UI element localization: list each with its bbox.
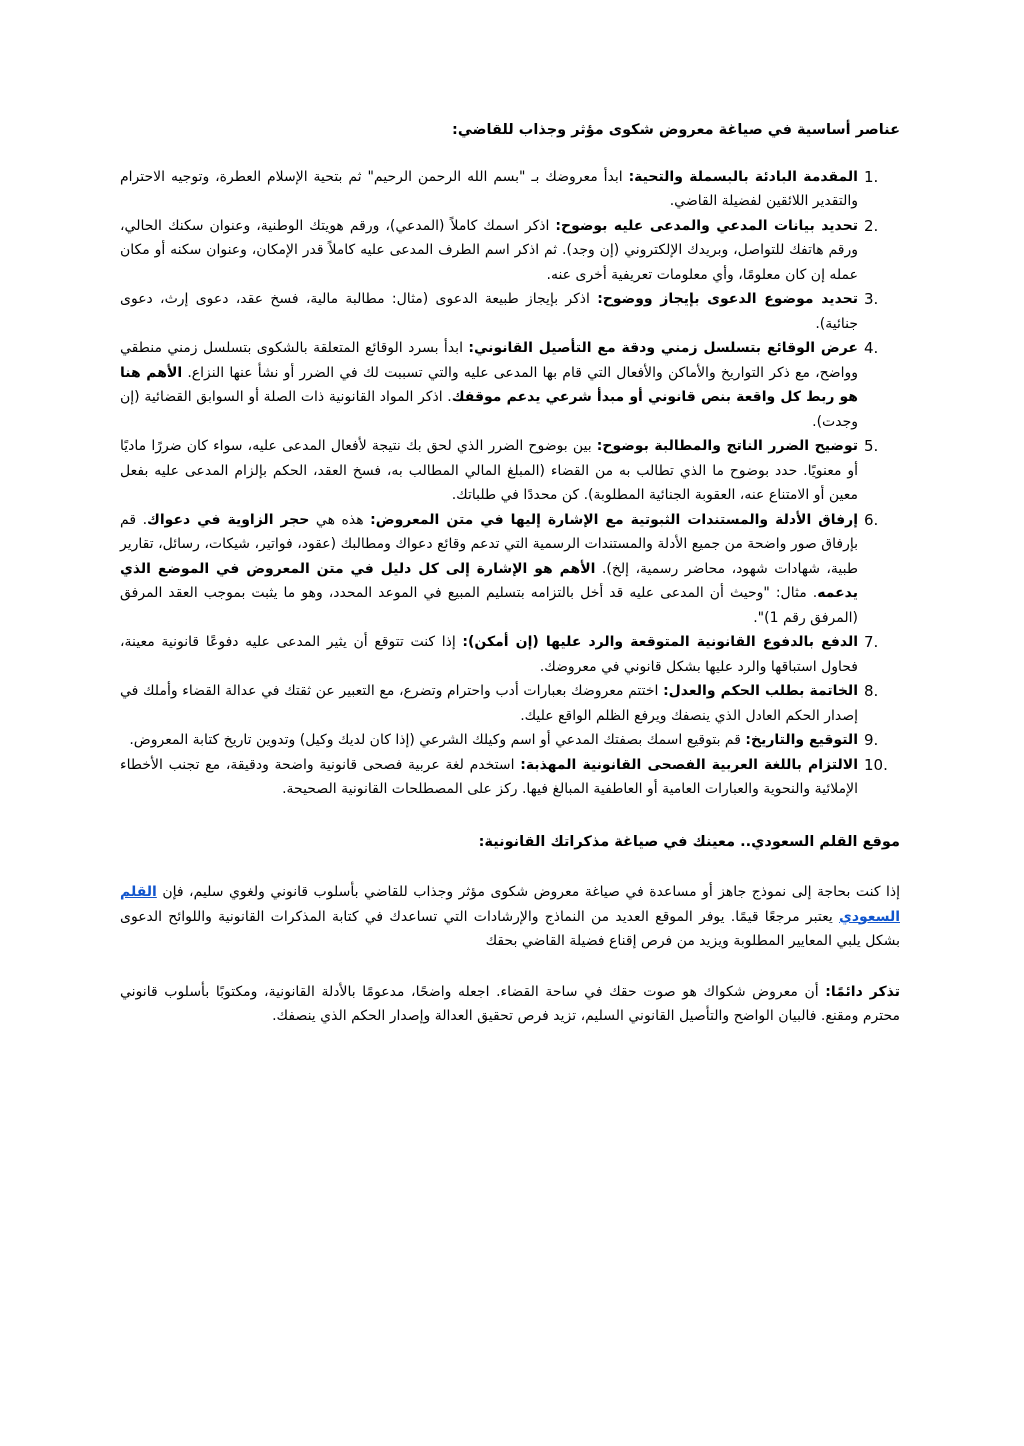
list-item (120, 508, 900, 631)
item-title: الالتزام باللغة العربية الفصحى القانونية المهذبة: (520, 756, 858, 773)
list-item (120, 728, 900, 753)
item-text: ابدأ بسرد الوقائع المتعلقة بالشكوى بتسلسل زمني منطقي وواضح، مع ذكر التواريخ والأماكن والأفعال التي قام بها المدعى عليه والتي تسببت لك في الضرر أو نشأ عنها النزاع. (120, 340, 858, 381)
item-text: ابدأ معروضك بـ "بسم الله الرحمن الرحيم" ثم بتحية الإسلام العطرة، وتوجيه الاحترام والتقدير اللائقين لفضيلة القاضي. (120, 168, 858, 209)
item-title: توضيح الضرر الناتج والمطالبة بوضوح: (596, 438, 858, 454)
item-title: عرض الوقائع بتسلسل زمني ودقة مع التأصيل القانوني: (468, 340, 858, 356)
item-title: التوقيع والتاريخ: (745, 732, 858, 748)
document-page (120, 118, 900, 1055)
list-item (120, 434, 900, 508)
list-item (120, 753, 900, 802)
list-item (120, 165, 900, 214)
section-heading-saudi-pen: موقع القلم السعودي.. معينك في صياغة مذكراتك القانونية: (478, 833, 900, 850)
item-text-final: . مثال: "وحيث أن المدعى عليه قد أخل بالتزامه بتسليم المبيع في الموعد المحدد، وهو ما يثبت بموجب العقد المرفق (المرفق رقم 1)". (120, 585, 858, 626)
item-text-continued: . قم بإرفاق صور واضحة من جميع الأدلة والمستندات الرسمية التي تدعم وقائع دعواك ومطالبك (عقود، فواتير، شيكات، رسائل، تقارير طبية، شهادات شهود، محاضر رسمية، إلخ). (120, 511, 859, 577)
item-number: 9. (864, 731, 879, 749)
saudi-pen-paragraph (120, 880, 900, 954)
item-number: 3. (864, 290, 879, 308)
item-number: 7. (864, 633, 879, 651)
item-number: 2. (864, 216, 879, 235)
reminder-text: أن معروض شكواك هو صوت حقك في ساحة القضاء. اجعله واضحًا، مدعومًا بالأدلة القانونية، ومكتوبًا بأسلوب قانوني محترم ومقنع. فالبيان الواضح والتأصيل القانوني السليم، تزيد فرص تحقيق العدالة وإصدار الحكم الذي ينصفك. (120, 983, 900, 1024)
item-text: اذكر بإيجاز طبيعة الدعوى (مثال: مطالبة مالية، فسخ عقد، دعوى إرث، دعوى جنائية). (120, 291, 858, 332)
saudi-pen-link[interactable]: القلم السعودي (120, 884, 900, 925)
item-number: 5. (864, 437, 879, 455)
item-title: تحديد موضوع الدعوى بإيجاز ووضوح: (597, 291, 859, 307)
item-text: قم بتوقيع اسمك بصفتك المدعي أو اسم وكيلك الشرعي (إذا كان لديك وكيل) وتدوين تاريخ كتابة المعروض. (129, 732, 746, 748)
item-title: إرفاق الأدلة والمستندات الثبوتية مع الإشارة إليها في متن المعروض: (370, 511, 859, 528)
item-number: 10. (864, 755, 888, 774)
main-heading: عناصر أساسية في صياغة معروض شكوى مؤثر وجذاب للقاضي: (452, 122, 900, 138)
paragraph-text-continued: يعتبر مرجعًا قيمًا. يوفر الموقع العديد من النماذج والإرشادات التي تساعدك في كتابة المذكرات القانونية واللوائح الدعوى بشكل يلبي المعايير المطلوبة ويزيد من فرص إقناع فضيلة القاضي بحقك (120, 908, 900, 949)
item-number: 8. (864, 682, 879, 700)
item-text: اذكر اسمك كاملاً (المدعي)، ورقم هويتك الوطنية، وعنوان سكنك الحالي، ورقم هاتفك للتواصل، وبريدك الإلكتروني (إن وجد). ثم اذكر اسم الطرف المدعى عليه كاملاً قدر الإمكان، وعنوان سكنه أو مكان عمله إن كان معلومًا، وأي معلومات تعريفية أخرى عنه. (120, 217, 858, 283)
reminder-label: تذكر دائمًا: (825, 983, 900, 1000)
item-text: بين بوضوح الضرر الذي لحق بك نتيجة لأفعال المدعى عليه، سواء كان ضررًا ماديًا أو معنويًا. حدد بوضوح ما الذي تطالب به من القضاء (المبلغ المالي المطالب به، فسخ العقد، الحكم بإلزام المدعى عليه بفعل معين أو الامتناع عنه، العقوبة الجنائية المطلوبة). كن محددًا في طلباتك. (120, 438, 858, 503)
list-item (120, 679, 900, 728)
list-item (120, 630, 900, 679)
item-title: الخاتمة بطلب الحكم والعدل: (663, 683, 858, 699)
item-number: 1. (864, 167, 879, 186)
reminder-paragraph (120, 980, 900, 1029)
item-number: 4. (864, 339, 879, 357)
item-text: اختتم معروضك بعبارات أدب واحترام وتضرع، مع التعبير عن ثقتك في عدالة القضاء وأملك في إصدار الحكم العادل الذي ينصفك ويرفع الظلم الواقع عليك. (120, 683, 858, 724)
list-item (120, 336, 900, 434)
item-emphasis: الأهم هنا هو ربط كل واقعة بنص قانوني أو مبدأ شرعي يدعم موقفك (120, 364, 858, 405)
item-text-continued: . اذكر المواد القانونية ذات الصلة أو السوابق القضائية (إن وجدت). (120, 389, 858, 430)
item-emphasis: حجر الزاوية في دعواك (147, 511, 310, 528)
item-title: المقدمة البادئة بالبسملة والتحية: (628, 168, 858, 185)
list-item (120, 287, 900, 336)
item-title: تحديد بيانات المدعي والمدعى عليه بوضوح: (555, 217, 858, 234)
item-text: إذا كنت تتوقع أن يثير المدعى عليه دفوعًا قانونية معينة، فحاول استباقها والرد عليها بشكل قانوني في معروضك. (120, 634, 858, 675)
list-item (120, 214, 900, 288)
paragraph-text: إذا كنت بحاجة إلى نموذج جاهز أو مساعدة في صياغة معروض شكوى مؤثر وجذاب للقاضي بأسلوب قانوني ولغوي سليم، فإن (156, 884, 900, 900)
item-text: استخدم لغة عربية فصحى قانونية واضحة ودقيقة، مع تجنب الأخطاء الإملائية والنحوية والعبارات العامية أو العاطفية المبالغ فيها. ركز على المصطلحات القانونية الصحيحة. (120, 756, 858, 797)
item-text: هذه هي (309, 511, 371, 528)
item-title: الدفع بالدفوع القانونية المتوقعة والرد عليها (إن أمكن): (462, 634, 858, 650)
item-number: 6. (864, 510, 879, 529)
elements-list (120, 165, 900, 802)
item-emphasis-2: الأهم هو الإشارة إلى كل دليل في متن المعروض في الموضع الذي يدعمه (120, 560, 858, 601)
